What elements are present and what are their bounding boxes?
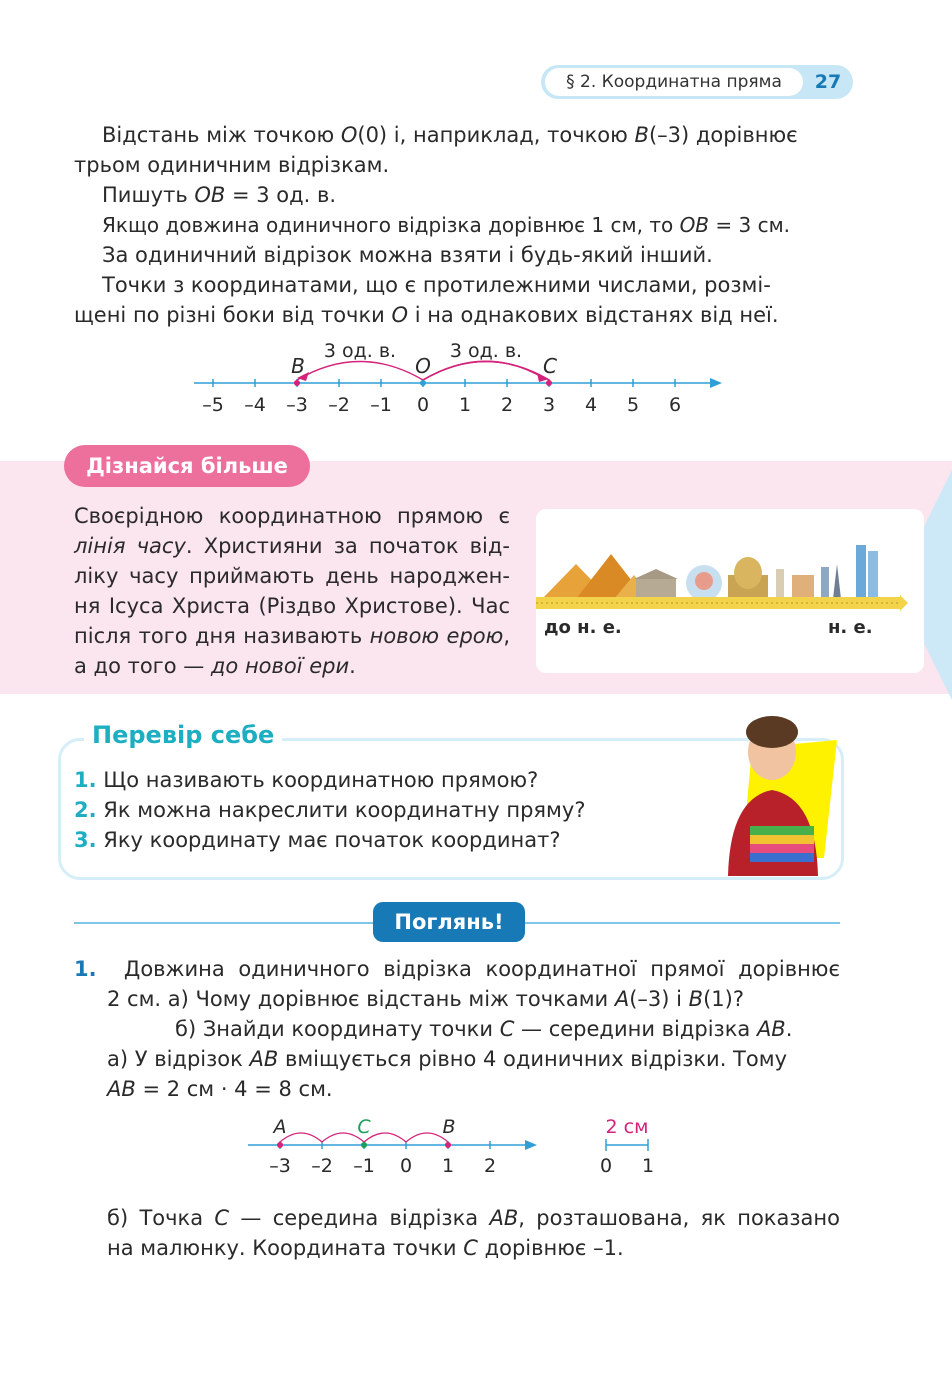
check-yourself-title: Перевір себе: [84, 718, 282, 752]
look-task: 1. Довжина одиничного відрізка координатної прямої дорівнює: [74, 957, 841, 981]
nl1-tick-label: 4: [584, 394, 598, 416]
arc-label-right: 3 од. в.: [449, 340, 523, 362]
point-o: [420, 380, 426, 386]
point-a: [277, 1142, 283, 1148]
intro-line-2: трьом одиничним відрізкам.: [74, 153, 390, 177]
look-task-2: 2 см. а) Чому дорівнює відстань між точками A(–3) і B(1)?: [107, 987, 744, 1011]
intro-line-5: За одиничний відрізок можна взяти і будь-який інший.: [102, 243, 713, 267]
number-line-1: [180, 335, 740, 425]
point-b: [294, 380, 300, 386]
answer-a-2: AB = 2 см · 4 = 8 см.: [107, 1077, 333, 1101]
nl1-tick-label: 2: [500, 394, 514, 416]
question-1: 1. Що називають координатною прямою?: [74, 768, 539, 792]
nl1-tick-label: –3: [286, 394, 308, 416]
point-b2-label: B: [442, 1116, 456, 1138]
nl2-tick-label: –2: [311, 1155, 333, 1177]
look-task-3: б) Знайди координату точки C — середини відрізка AB.: [175, 1017, 793, 1041]
section-title: § 2. Координатна пряма: [545, 68, 803, 96]
point-b-label: B: [291, 354, 305, 378]
nl1-tick-label: 6: [668, 394, 682, 416]
answer-b-2: на малюнку. Координата точки C дорівнює –1.: [107, 1236, 624, 1260]
point-b2: [445, 1142, 451, 1148]
learn-more-title: Дізнайся більше: [64, 445, 310, 487]
nl1-tick-label: –5: [202, 394, 224, 416]
scale-label: 2 см: [605, 1116, 649, 1138]
nl2-tick-label: 1: [441, 1155, 455, 1177]
answer-b-1: б) Точка C — середина відрізка AB, розташована, як показано: [107, 1206, 840, 1230]
scale-tick-1: 1: [641, 1155, 655, 1177]
intro-line-6: Точки з координатами, що є протилежними числами, розмі-: [102, 273, 771, 297]
scale-tick-0: 0: [599, 1155, 613, 1177]
intro-line-7: щені по різні боки від точки O і на однакових відстанях від неї.: [74, 303, 779, 327]
question-list: [74, 765, 694, 855]
intro-line-1: Відстань між точкою O(0) і, наприклад, точкою B(–3) дорівнює: [102, 123, 798, 147]
timeline-bc-label: до н. е.: [544, 617, 622, 638]
look-title: Поглянь!: [373, 902, 525, 942]
question-2: 2. Як можна накреслити координатну пряму?: [74, 798, 586, 822]
nl2-tick-label: –1: [353, 1155, 375, 1177]
number-line-2: [240, 1110, 680, 1186]
nl1-tick-label: 0: [416, 394, 430, 416]
page-number: 27: [814, 71, 842, 93]
point-c-label: C: [543, 354, 557, 378]
point-o-label: O: [415, 354, 431, 378]
nl2-tick-label: –3: [269, 1155, 291, 1177]
timeline-illustration: [536, 509, 924, 673]
boy-with-books-illustration: [712, 708, 842, 878]
nl1-tick-label: 5: [626, 394, 640, 416]
question-3: 3. Яку координату має початок координат?: [74, 828, 561, 852]
nl1-tick-label: –4: [244, 394, 266, 416]
nl1-tick-label: 1: [458, 394, 472, 416]
timeline-graphic: [536, 509, 924, 673]
point-a-label: A: [273, 1116, 287, 1138]
nl1-tick-label: 3: [542, 394, 556, 416]
nl2-tick-label: 2: [483, 1155, 497, 1177]
timeline-ad-label: н. е.: [828, 617, 873, 638]
intro-line-4: Якщо довжина одиничного відрізка дорівнює 1 см, то OB = 3 см.: [102, 213, 791, 237]
nl1-tick-label: –2: [328, 394, 350, 416]
intro-line-3: Пишуть OB = 3 од. в.: [102, 183, 337, 207]
nl1-tick-label: –1: [370, 394, 392, 416]
nl2-tick-label: 0: [399, 1155, 413, 1177]
point-c: [546, 380, 552, 386]
learn-more-text: Своєрідною координатною прямою є лінія часу. Християни за початок від- ліку часу приймають день народжен- ня Ісуса Христа (Різдво Христове). Час після того дня називають новою ерою, а до того — до нової ери.: [74, 504, 510, 678]
arc-label-left: 3 од. в.: [323, 340, 397, 362]
answer-a-1: а) У відрізок AB вміщується рівно 4 одиничних відрізки. Тому: [107, 1047, 787, 1071]
point-c2: [361, 1142, 367, 1148]
point-c2-label: C: [357, 1116, 371, 1138]
